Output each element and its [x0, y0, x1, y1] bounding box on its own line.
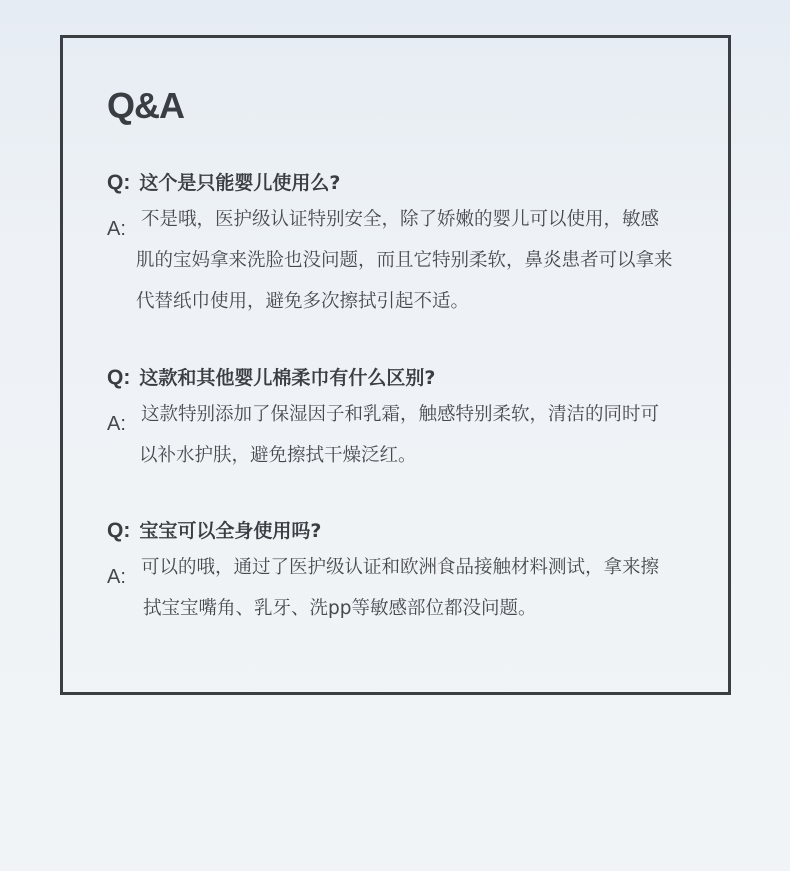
answer-text: [141, 547, 707, 629]
question-text: 这个是只能婴儿使用么?: [139, 172, 341, 194]
answer-line: 以补水护肤，避免擦拭干燥泛红。: [139, 445, 417, 466]
qa-item: [107, 516, 707, 629]
answer-line: 可以的哦，通过了医护级认证和欧洲食品接触材料测试，拿来擦: [141, 557, 660, 578]
answer-line: 肌的宝妈拿来洗脸也没问题，而且它特别柔软，鼻炎患者可以拿来: [136, 250, 673, 271]
qa-item: [107, 168, 707, 322]
answer-line: 这款特别添加了保湿因子和乳霜，触感特别柔软，清洁的同时可: [141, 404, 660, 425]
answer: [107, 404, 707, 476]
answer: [107, 557, 707, 629]
qa-title: Q&A: [107, 85, 184, 126]
answer-line: 代替纸巾使用，避免多次擦拭引起不适。: [136, 291, 470, 312]
question: [107, 516, 707, 546]
question-text: 宝宝可以全身使用吗?: [139, 520, 322, 542]
question: [107, 363, 707, 393]
answer-prefix: A:: [107, 413, 126, 435]
question-text: 这款和其他婴儿棉柔巾有什么区别?: [139, 367, 436, 389]
question-prefix: Q:: [107, 519, 131, 542]
answer-text: [136, 199, 707, 322]
answer: [107, 209, 707, 322]
answer-prefix: A:: [107, 218, 126, 240]
answer-text: [141, 394, 707, 476]
qa-item: [107, 363, 707, 476]
qa-card: [60, 35, 731, 695]
answer-line: 拭宝宝嘴角、乳牙、洗pp等敏感部位都没问题。: [143, 598, 537, 619]
question-prefix: Q:: [107, 366, 131, 389]
answer-prefix: A:: [107, 566, 126, 588]
question: [107, 168, 707, 198]
answer-line: 不是哦，医护级认证特别安全，除了娇嫩的婴儿可以使用，敏感: [141, 209, 660, 230]
question-prefix: Q:: [107, 171, 131, 194]
